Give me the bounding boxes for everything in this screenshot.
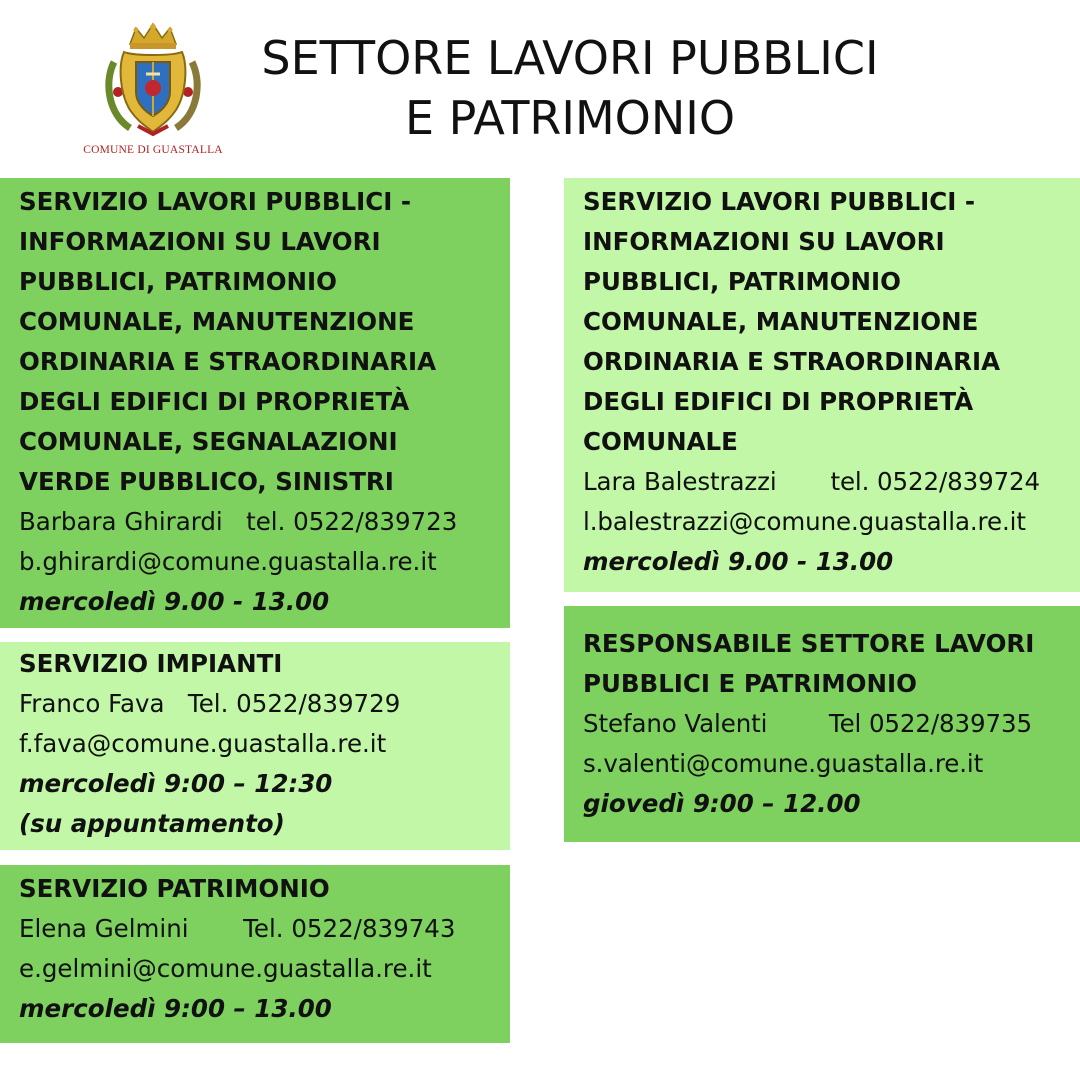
- municipal-coat-of-arms: [78, 22, 228, 162]
- contact-email: e.gelmini@comune.guastalla.re.it: [19, 954, 432, 983]
- page-title: [240, 28, 900, 148]
- card-heading: SERVIZIO PATRIMONIO: [19, 874, 330, 903]
- office-hours: mercoledì 9.00 - 13.00: [583, 547, 894, 576]
- card-servizio-patrimonio: [0, 865, 510, 1043]
- contact-phone: Barbara Ghirardi tel. 0522/839723: [19, 507, 458, 536]
- office-hours: mercoledì 9.00 - 13.00: [19, 587, 330, 616]
- card-heading: SERVIZIO LAVORI PUBBLICI - INFORMAZIONI SU LAVORI PUBBLICI, PATRIMONIO COMUNALE, MANUTENZIONE ORDINARIA E STRAORDINARIA DEGLI EDIFICI DI PROPRIETÀ COMUNALE, SEGNALAZIONI VERDE PUBBLICO, SINISTRI: [19, 187, 437, 496]
- office-hours: mercoledì 9:00 – 13.00: [19, 994, 332, 1023]
- contact-email: b.ghirardi@comune.guastalla.re.it: [19, 547, 437, 576]
- card-heading: SERVIZIO IMPIANTI: [19, 649, 283, 678]
- contact-email: f.fava@comune.guastalla.re.it: [19, 729, 387, 758]
- contact-email: l.balestrazzi@comune.guastalla.re.it: [583, 507, 1026, 536]
- card-responsabile-settore: [564, 606, 1080, 842]
- appointment-note: (su appuntamento): [19, 809, 285, 838]
- contact-phone: Franco Fava Tel. 0522/839729: [19, 689, 401, 718]
- page-title-text: SETTORE LAVORI PUBBLICI E PATRIMONIO: [261, 31, 879, 145]
- card-heading: SERVIZIO LAVORI PUBBLICI - INFORMAZIONI SU LAVORI PUBBLICI, PATRIMONIO COMUNALE, MANUTENZIONE ORDINARIA E STRAORDINARIA DEGLI EDIFICI DI PROPRIETÀ COMUNALE: [583, 187, 1001, 456]
- logo-caption: COMUNE DI GUASTALLA: [83, 144, 223, 156]
- contact-phone: Lara Balestrazzi tel. 0522/839724: [583, 467, 1041, 496]
- card-lavori-pubblici-ghirardi: [0, 178, 510, 628]
- office-hours: giovedì 9:00 – 12.00: [583, 789, 861, 818]
- card-servizio-impianti: [0, 642, 510, 850]
- crest-icon: [100, 22, 206, 140]
- contact-email: s.valenti@comune.guastalla.re.it: [583, 749, 984, 778]
- card-lavori-pubblici-balestrazzi: [564, 178, 1080, 592]
- card-heading: RESPONSABILE SETTORE LAVORI PUBBLICI E PATRIMONIO: [583, 629, 1035, 698]
- contact-phone: Elena Gelmini Tel. 0522/839743: [19, 914, 456, 943]
- office-hours: mercoledì 9:00 – 12:30: [19, 769, 333, 798]
- contact-phone: Stefano Valenti Tel 0522/839735: [583, 709, 1032, 738]
